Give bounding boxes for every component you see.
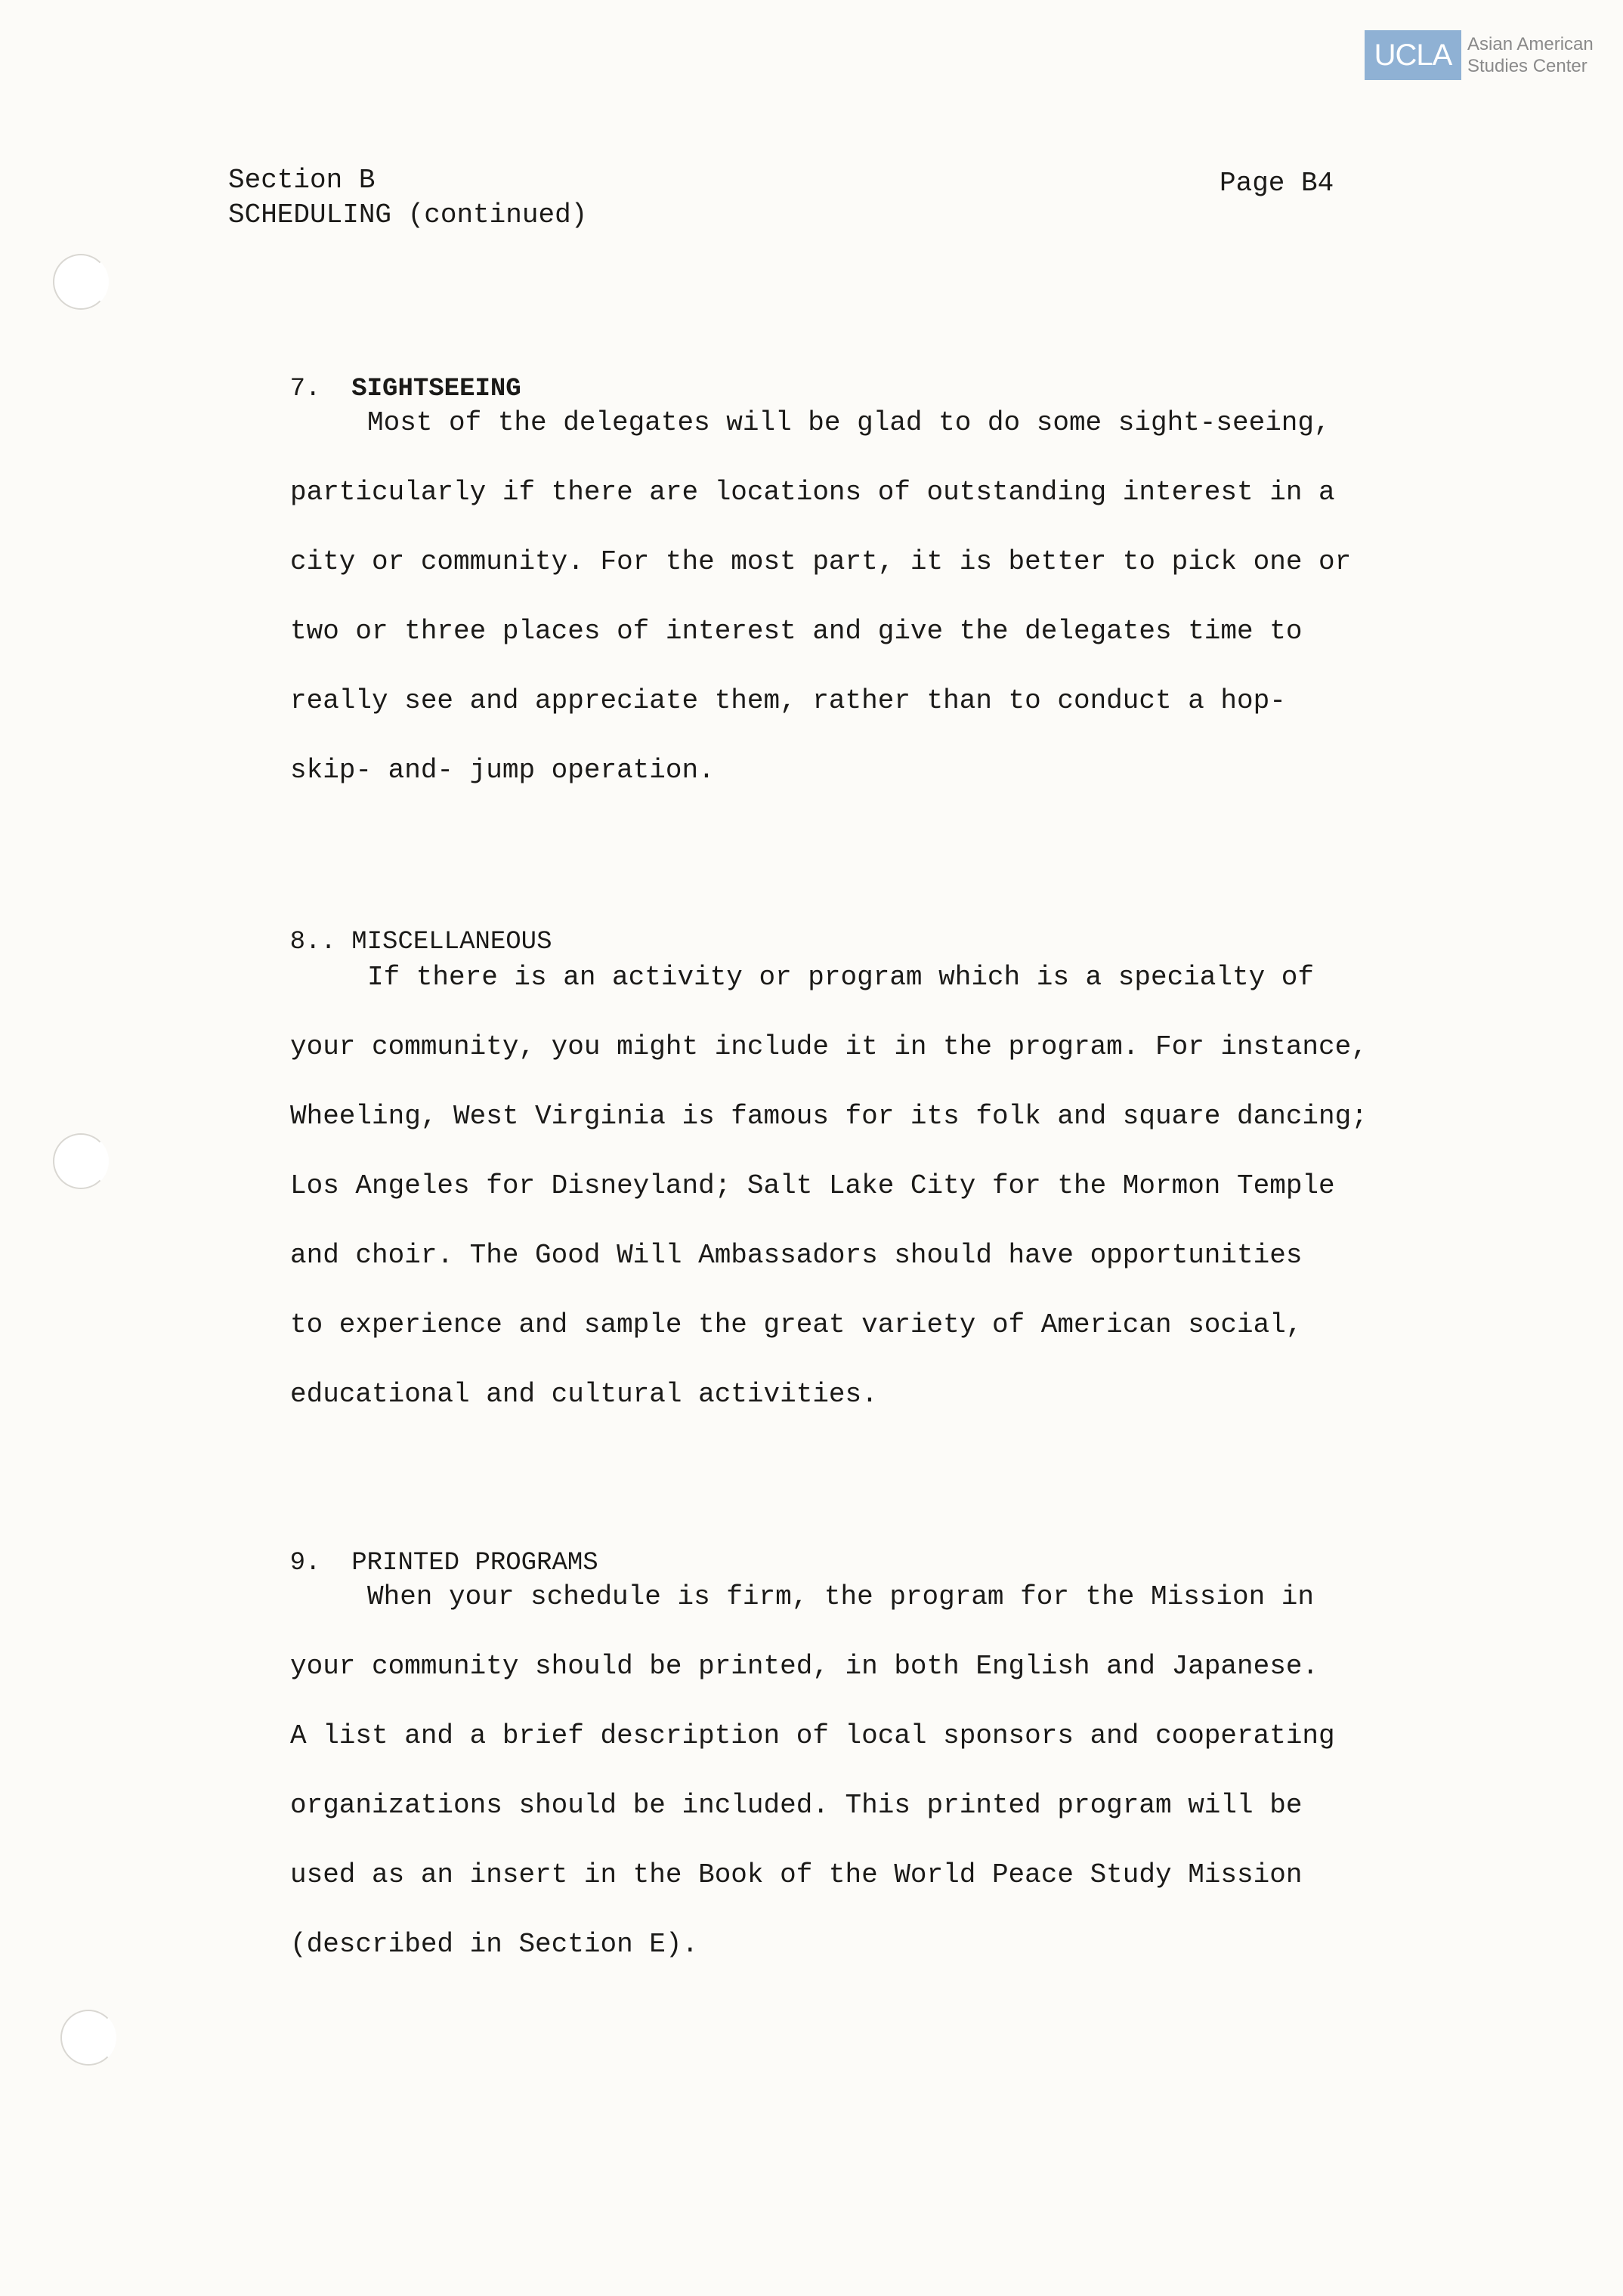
paragraph-line: educational and cultural activities. [290, 1379, 878, 1410]
paragraph-line: skip- and- jump operation. [290, 755, 715, 786]
section-label: Section B [228, 165, 376, 196]
section-subtitle: SCHEDULING (continued) [228, 199, 588, 230]
paragraph-line: city or community. For the most part, it is better to pick one or [290, 546, 1352, 577]
item-paragraph [290, 1562, 1378, 1979]
page-number: Page B4 [1220, 168, 1334, 199]
paragraph-line: (described in Section E). [290, 1929, 699, 1960]
paragraph-line: your community, you might include it in the program. For instance, [290, 1031, 1368, 1062]
paragraph-line: to experience and sample the great variety of American social, [290, 1309, 1303, 1340]
paragraph-line: particularly if there are locations of outstanding interest in a [290, 477, 1335, 508]
punch-hole [53, 254, 109, 310]
paragraph-line: If there is an activity or program which is a specialty of [367, 962, 1315, 993]
ucla-logo-mark: UCLA [1365, 30, 1461, 80]
paragraph-line: When your schedule is firm, the program for the Mission in [367, 1581, 1315, 1612]
paragraph-line: A list and a brief description of local sponsors and cooperating [290, 1720, 1335, 1751]
punch-hole [53, 1133, 109, 1189]
item-number: 9. [289, 1549, 321, 1578]
item-number: 7. [289, 375, 321, 403]
paragraph-line: Wheeling, West Virginia is famous for its folk and square dancing; [290, 1101, 1368, 1132]
item-number: 8.. [289, 928, 336, 956]
paragraph-line: and choir. The Good Will Ambassadors should have opportunities [290, 1240, 1303, 1271]
paragraph-line: really see and appreciate them, rather than to conduct a hop- [290, 685, 1286, 716]
item-title: MISCELLANEOUS [351, 928, 552, 956]
item-paragraph [290, 943, 1378, 1429]
paragraph-line: your community should be printed, in both English and Japanese. [290, 1651, 1319, 1682]
logo-caption-line: Asian American [1467, 34, 1594, 54]
paragraph-line: used as an insert in the Book of the World Peace Study Mission [290, 1859, 1303, 1890]
item-title: PRINTED PROGRAMS [351, 1549, 598, 1578]
ucla-aasc-logo [1365, 30, 1594, 80]
item-title: SIGHTSEEING [351, 375, 521, 403]
item-paragraph [290, 388, 1378, 805]
paragraph-line: Los Angeles for Disneyland; Salt Lake City for the Mormon Temple [290, 1170, 1335, 1201]
logo-caption [1467, 33, 1594, 77]
paragraph-line: organizations should be included. This printed program will be [290, 1790, 1303, 1821]
paragraph-line: Most of the delegates will be glad to do some sight-seeing, [367, 407, 1331, 438]
punch-hole [60, 2010, 116, 2066]
logo-caption-line: Studies Center [1467, 56, 1587, 76]
paragraph-line: two or three places of interest and give the delegates time to [290, 616, 1303, 647]
